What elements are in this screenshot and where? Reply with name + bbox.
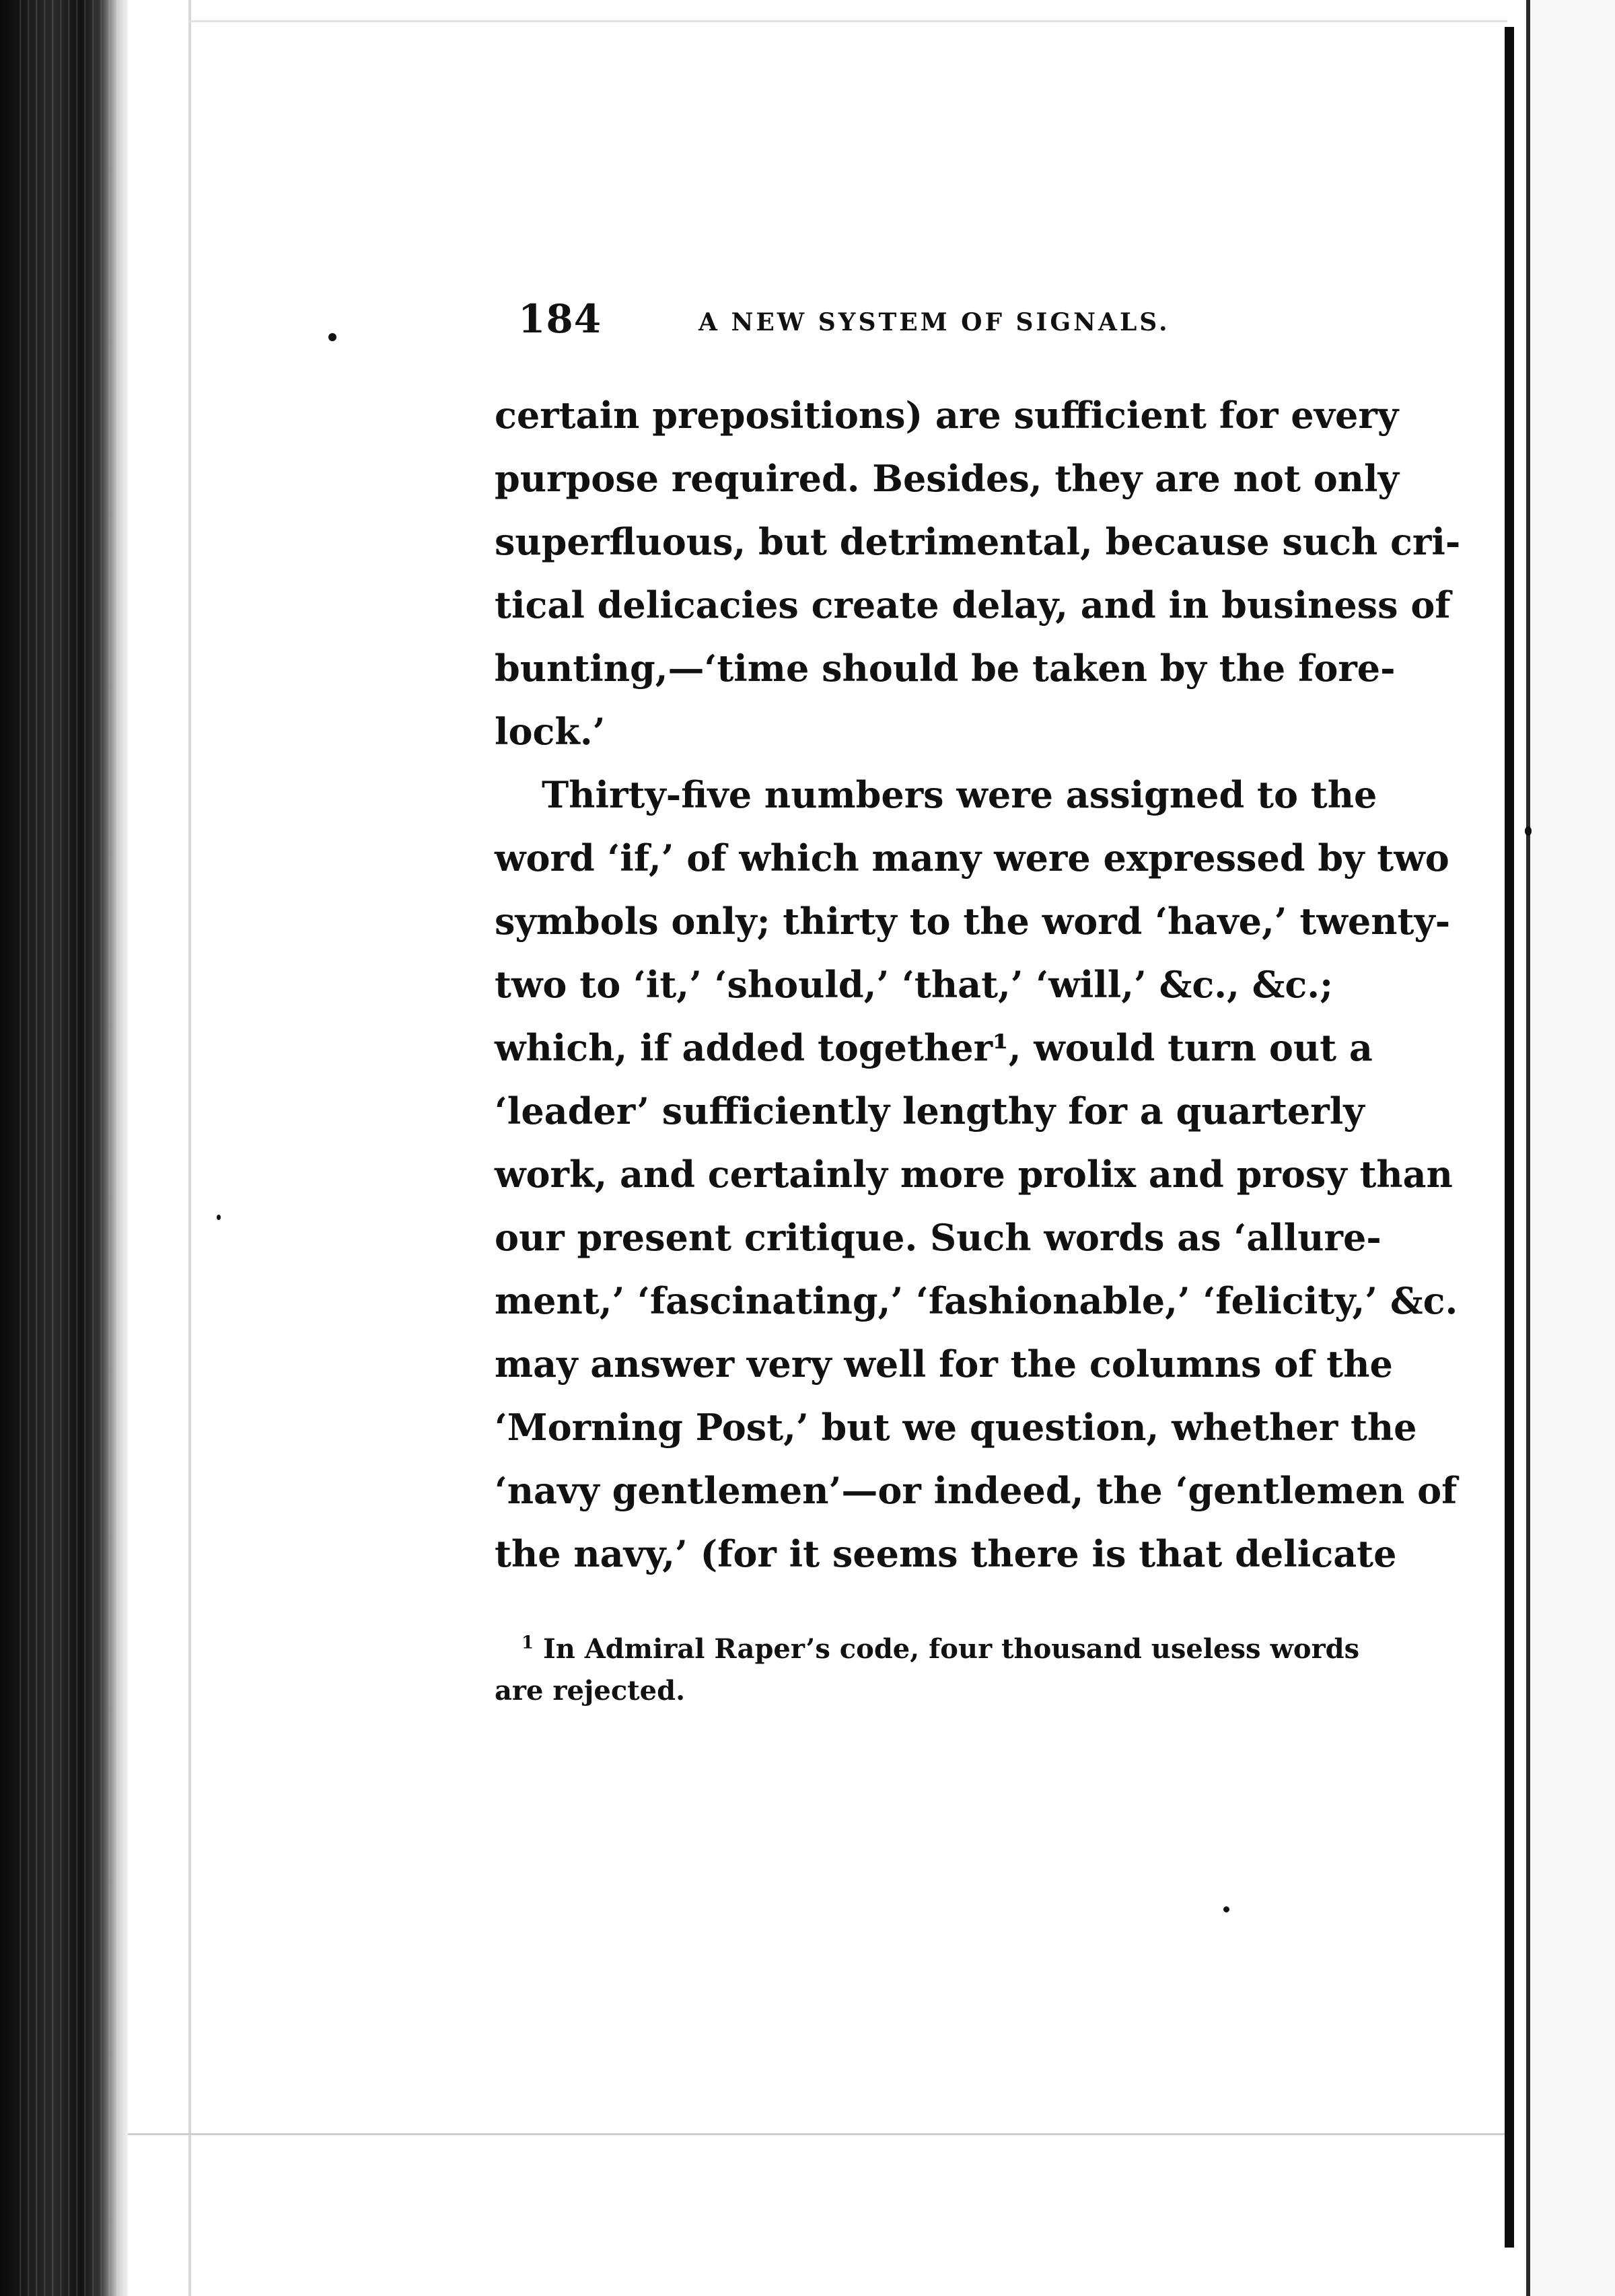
paragraph-1 (495, 384, 1461, 763)
text-line: purpose required. Besides, they are not only (495, 457, 1399, 500)
text-line: work, and certainly more prolix and prosy than (495, 1153, 1453, 1196)
text-line: lock.’ (495, 710, 606, 753)
page-number: 184 (518, 296, 602, 342)
binding-texture (13, 0, 121, 2296)
ink-speck (217, 1215, 221, 1220)
text-line: Thirty-five numbers were assigned to the (542, 773, 1377, 816)
ink-speck (1223, 1906, 1229, 1912)
text-line: the navy,’ (for it seems there is that delicate (495, 1532, 1397, 1575)
paragraph-2 (495, 763, 1458, 1585)
page-top-edge (188, 20, 1507, 22)
text-line: which, if added together¹, would turn out a (495, 1026, 1373, 1069)
text-line: ment,’ ‘fascinating,’ ‘fashionable,’ ‘felicity,’ &c. (495, 1279, 1458, 1322)
facing-page (1530, 0, 1615, 2296)
text-line: our present critique. Such words as ‘allure- (495, 1216, 1381, 1259)
ink-speck (1525, 826, 1532, 836)
running-title: A NEW SYSTEM OF SIGNALS. (698, 308, 1170, 336)
text-line: symbols only; thirty to the word ‘have,’ twenty- (495, 900, 1451, 943)
footnote (495, 1628, 1360, 1712)
text-line: tical delicacies create delay, and in business of (495, 583, 1451, 626)
footnote-text: In Admiral Raper’s code, four thousand useless words (543, 1633, 1360, 1665)
text-line: may answer very well for the columns of the (495, 1342, 1393, 1386)
footnote-line: are rejected. (495, 1675, 685, 1707)
page-left-edge (188, 0, 191, 2296)
page-bottom-edge (128, 2133, 1514, 2135)
text-line: word ‘if,’ of which many were expressed by two (495, 836, 1449, 880)
body-text (495, 384, 1461, 1585)
ink-speck (328, 333, 336, 341)
text-line: ‘navy gentlemen’—or indeed, the ‘gentlemen of (495, 1469, 1458, 1512)
page-header (518, 296, 1191, 350)
text-line: bunting,—‘time should be taken by the fore- (495, 647, 1396, 690)
footnote-line (495, 1628, 1360, 1670)
facing-page-edge (1505, 27, 1514, 2248)
footnote-marker: 1 (522, 1633, 534, 1653)
text-line: ‘Morning Post,’ but we question, whether the (495, 1406, 1417, 1449)
text-line: certain prepositions) are sufficient for every (495, 394, 1399, 437)
text-line: ‘leader’ sufficiently lengthy for a quarterly (495, 1089, 1365, 1133)
text-line: two to ‘it,’ ‘should,’ ‘that,’ ‘will,’ &c., &c.; (495, 963, 1334, 1006)
text-line: superfluous, but detrimental, because such cri- (495, 520, 1461, 563)
